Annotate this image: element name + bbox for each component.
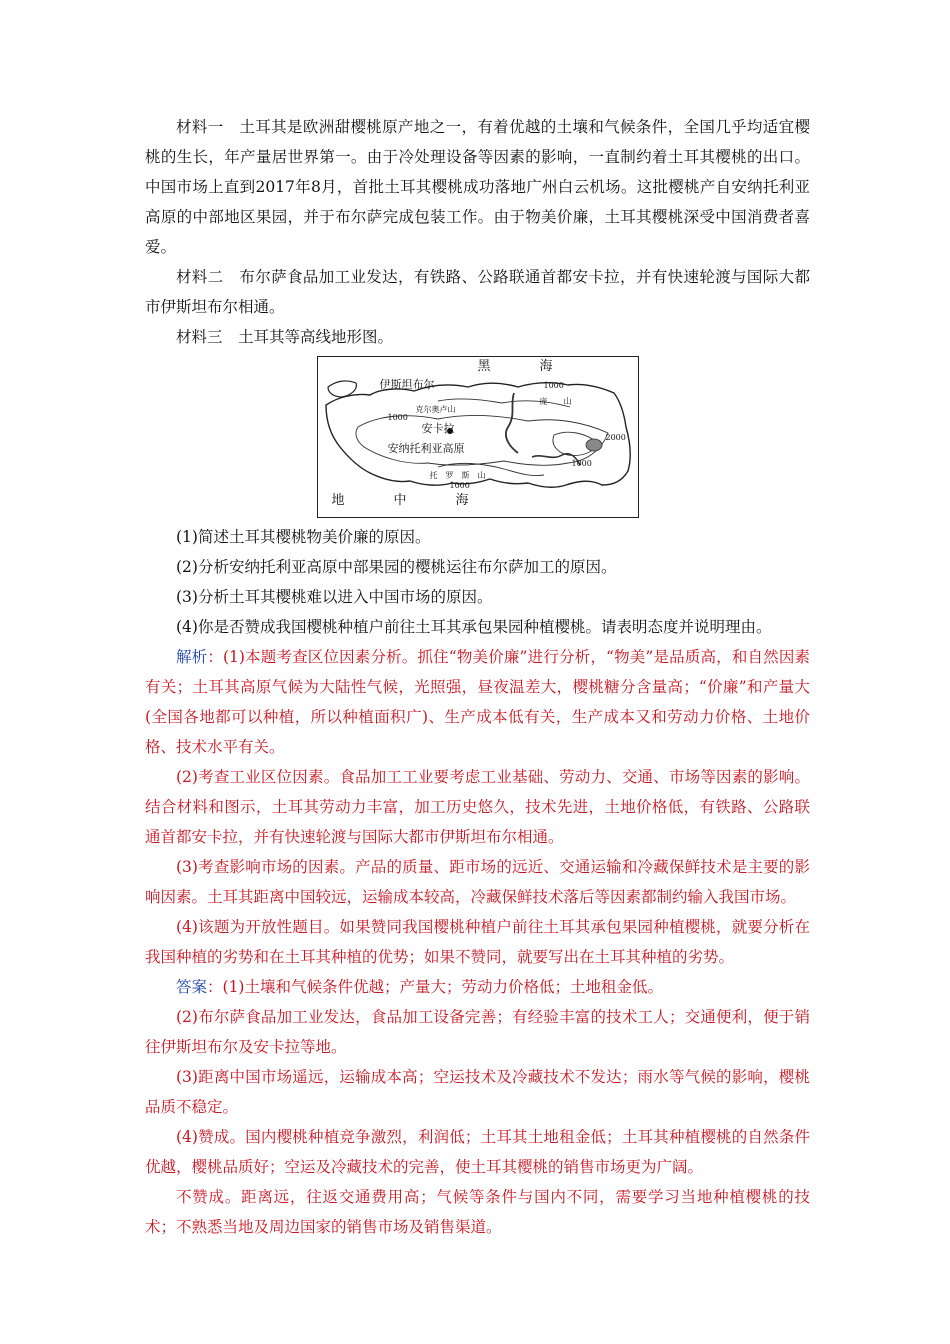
question-2: (2)分析安纳托利亚高原中部果园的樱桃运往布尔萨加工的原因。 bbox=[176, 558, 617, 576]
question-1: (1)简述土耳其樱桃物美价廉的原因。 bbox=[176, 528, 431, 546]
analysis-3: (3)考查影响市场的因素。产品的质量、距市场的远近、交通运输和冷藏保鲜技术是主要的影响因素。土耳其距离中国较远，运输成本较高，冷藏保鲜技术落后等因素都制约输入我国市场。 bbox=[145, 858, 810, 906]
material-three: 材料三 土耳其等高线地形图。 bbox=[176, 328, 394, 346]
label-istanbul: 伊斯坦布尔 bbox=[379, 378, 435, 391]
answer-1-text: ：(1)土壤和气候条件优越；产量大；劳动力价格低；土地租金低。 bbox=[207, 978, 663, 996]
analysis-label: 解析 bbox=[176, 648, 208, 666]
analysis-2: (2)考查工业区位因素。食品加工工业要考虑工业基础、劳动力、交通、市场等因素的影响。结合材料和图示，土耳其劳动力丰富，加工历史悠久，技术先进，土地价格低，有铁路、公路联通首都安卡拉，并有快速轮渡与国际大都市伊斯坦布尔相通。 bbox=[145, 768, 810, 846]
material-one: 材料一 土耳其是欧洲甜樱桃原产地之一，有着优越的土壤和气候条件，全国几乎均适宜樱桃的生长，年产量居世界第一。由于冷处理设备等因素的影响，一直制约着土耳其樱桃的出口。中国市场上直到2017年8月，首批土耳其樱桃成功落地广州白云机场。这批樱桃产自安纳托利亚高原的中部地区果园，并于布尔萨完成包装工作。由于物美价廉，土耳其樱桃深受中国消费者喜爱。 bbox=[145, 118, 810, 256]
label-taurus: 托 罗 斯 山 bbox=[429, 471, 486, 480]
question-3: (3)分析土耳其樱桃难以进入中国市场的原因。 bbox=[176, 588, 493, 606]
answer-3: (3)距离中国市场遥远，运输成本高；空运技术及冷藏技术不发达；雨水等气候的影响，樱桃品质不稳定。 bbox=[145, 1068, 810, 1116]
label-mediterranean: 地 中 海 bbox=[331, 493, 487, 508]
label-anatolia: 安纳托利亚高原 bbox=[387, 442, 465, 455]
question-4: (4)你是否赞成我国樱桃种植户前往土耳其承包果园种植樱桃。请表明态度并说明理由。 bbox=[176, 618, 772, 636]
analysis-1 bbox=[145, 642, 810, 762]
analysis-4: (4)该题为开放性题目。如果赞同我国樱桃种植户前往土耳其承包果园种植樱桃，就要分析在我国种植的劣势和在土耳其种植的优势；如果不赞同，就要写出在土耳其种植的劣势。 bbox=[145, 918, 810, 966]
contour-label-1000-b: 1000 bbox=[449, 481, 470, 490]
contour-label-2000: 2000 bbox=[605, 433, 626, 442]
contour-label-1000-d: 1000 bbox=[543, 381, 564, 390]
label-black-sea: 黑 海 bbox=[477, 359, 571, 374]
label-ankara: 安卡拉 bbox=[421, 422, 455, 435]
label-koroglu: 克尔奥卢山 bbox=[415, 405, 456, 414]
answer-4: (4)赞成。国内樱桃种植竞争激烈，利润低；土耳其土地租金低；土耳其种植樱桃的自然条件优越，樱桃品质好；空运及冷藏技术的完善，使土耳其樱桃的销售市场更为广阔。 bbox=[145, 1128, 810, 1176]
contour-label-1000-c: 1000 bbox=[571, 459, 592, 468]
document-page bbox=[145, 112, 810, 1242]
contour-label-1000-a: 1000 bbox=[387, 413, 408, 422]
analysis-1-text: ：(1)本题考查区位因素分析。抓住“物美价廉”进行分析，“物美”是品质高，和自然因素有关；土耳其高原气候为大陆性气候，光照强，昼夜温差大，樱桃糖分含量高；“价廉”和产量大(全国各地都可以种植，所以种植面积广)、生产成本低有关，生产成本又和劳动力价格、土地价格、技术水平有关。 bbox=[145, 648, 810, 756]
answer-2: (2)布尔萨食品加工业发达，食品加工设备完善；有经验丰富的技术工人；交通便利，便于销往伊斯坦布尔及安卡拉等地。 bbox=[145, 1008, 810, 1056]
turkey-contour-map bbox=[317, 356, 639, 518]
answer-label: 答案 bbox=[176, 978, 208, 996]
answer-1 bbox=[145, 972, 810, 1002]
material-two: 材料二 布尔萨食品加工业发达，有铁路、公路联通首都安卡拉，并有快速轮渡与国际大都市伊斯坦布尔相通。 bbox=[145, 268, 810, 316]
contour-line-1000 bbox=[356, 415, 608, 465]
answer-5: 不赞成。距离远，往返交通费用高；气候等条件与国内不同，需要学习当地种植樱桃的技术；不熟悉当地及周边国家的销售市场及销售渠道。 bbox=[145, 1188, 810, 1236]
label-pontic: 庞 山 bbox=[539, 397, 572, 406]
lake bbox=[586, 439, 602, 451]
